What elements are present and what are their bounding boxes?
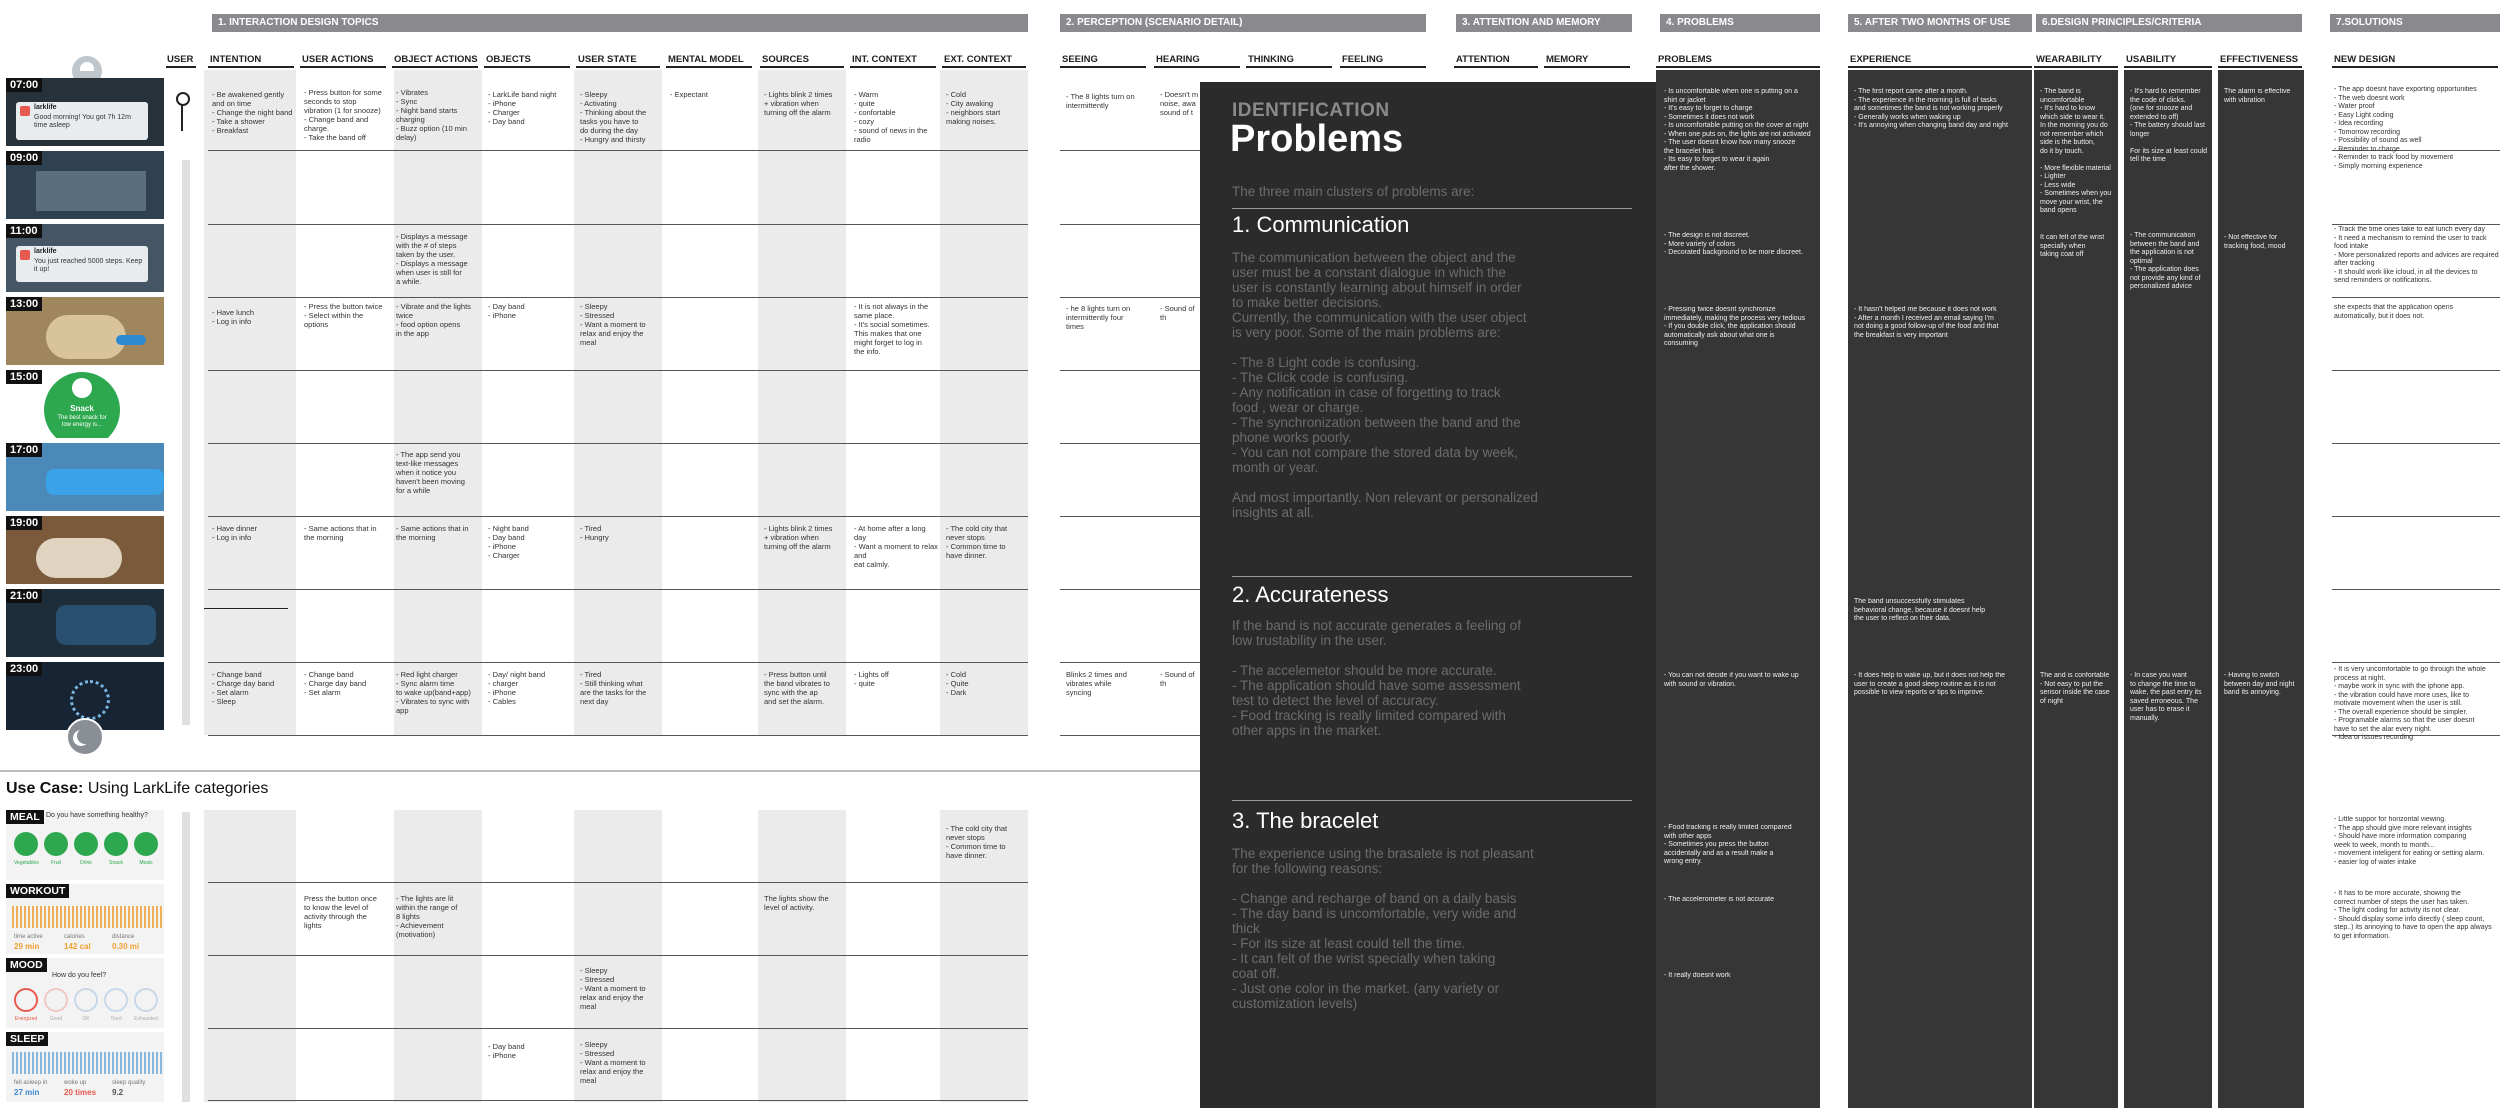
cell-ext-context-0700: - Cold - City awaking - neighbors start making noises. — [946, 90, 1001, 126]
cell-sources-2300: - Press button until the band vibrates to sync with the ap and set the alarm. — [764, 670, 830, 706]
stat-label: calories — [64, 934, 85, 940]
row-separator — [2332, 443, 2500, 444]
row-separator — [1060, 662, 1200, 663]
activity-bars — [12, 906, 162, 928]
time-row-2100 — [6, 589, 164, 657]
col-header-wearability: WEARABILITY — [2036, 54, 2102, 65]
cell-hearing-1300: - Sound of th — [1160, 304, 1195, 322]
col-underline — [2124, 66, 2212, 68]
cell-int-context-0700: - Warm - quite - confortable - cozy - sound of news in the radio — [854, 90, 928, 144]
col-header-ext-context: EXT. CONTEXT — [944, 54, 1013, 65]
row-separator — [208, 662, 1028, 663]
row-separator — [208, 224, 1028, 225]
col-underline — [1656, 66, 1820, 68]
usability-column-bg — [2124, 70, 2212, 1108]
fruit-icon[interactable] — [44, 832, 68, 856]
usecase-row-sleep — [6, 1032, 164, 1102]
new-design-1300: she expects that the application opens automatically, but it does not. — [2334, 304, 2454, 320]
problems-column-bg — [1656, 70, 1820, 1108]
column-shade-intention — [204, 70, 296, 735]
notification-app-name: larklife — [34, 248, 57, 255]
col-underline — [942, 66, 1026, 68]
usecase-divider — [0, 770, 1200, 772]
mood-question: How do you feel? — [52, 972, 107, 979]
row-separator — [1060, 297, 1200, 298]
usecase-title — [6, 780, 268, 798]
overlay-text-accurateness: If the band is not accurate generates a feeling of low trustability in the user. - The accelemetor should be more accurate. - The application should have some assessment test to detect the level of accuracy. - Food tracking is really limited compared with other apps in the market. — [1232, 618, 1521, 738]
usecase-label-sleep: SLEEP — [6, 1032, 48, 1046]
overlay-heading-accurateness: 2. Accurateness — [1232, 582, 1389, 607]
new-design-1100: - Track the time ones take to eat lunch every day - It need a mechanism to remind the user to track food intake - More personalized reports and advices are required after tracking - It should work like icloud, in all the devices to send reminders or notifications. — [2334, 226, 2499, 284]
new-design-0700: - The app doesnt have exporting opportunities - The web doesnt work - Water proof - Easy Light coding - Idea recording - Tomorrow recording - Possibility of sound as well - Reminder to charge - Reminder to track food by movement - Simply morning experience — [2334, 86, 2477, 170]
tired-icon[interactable] — [104, 988, 128, 1012]
col-header-hearing: HEARING — [1156, 54, 1200, 65]
usability-1100: - The communication between the band and the application is not optimal - The application does not provide any kind of personalized advice — [2130, 232, 2201, 290]
col-header-sources: SOURCES — [762, 54, 809, 65]
uc-ext-context-meal: - The cold city that never stops - Common time to have dinner. — [946, 824, 1008, 860]
col-header-experience: EXPERIENCE — [1850, 54, 1912, 65]
energized-icon[interactable] — [14, 988, 38, 1012]
cell-intention-1300: - Have lunch - Log in info — [212, 308, 255, 326]
cell-user-actions-1900: - Same actions that in the morning — [304, 524, 377, 542]
uc-objects-sleep: - Day band - iPhone — [488, 1042, 525, 1060]
col-header-attention: ATTENTION — [1456, 54, 1510, 65]
new-design-meal: - Little suppor for horizontal viewing. - The app should give more relevant insights - Should have more information comparing week to week, month to month... - movement inteligent for eating or setting alarm. - easier log of water intake — [2334, 816, 2485, 866]
wearability-0700: - The band is uncomfortable - It's hard to know which side to wear it. In the morning you do not remember which side is the button, do it by touch. - More flexible material - Lighter - Less wide - Sometimes when you move your wrist, the band opens — [2040, 88, 2112, 214]
col-header-seeing: SEEING — [1062, 54, 1098, 65]
usecase-row-workout — [6, 884, 164, 954]
row-separator — [208, 443, 1028, 444]
overlay-intro: The three main clusters of problems are: — [1232, 184, 1475, 199]
meal-photo — [46, 315, 126, 359]
cell-object-actions-2300: - Red light charger - Sync alarm time to wake up(band+app) - Vibrates to sync with app — [396, 670, 471, 715]
cell-objects-1300: - Day band - iPhone — [488, 302, 525, 320]
mood-option-label: Good — [49, 1016, 63, 1022]
stat-value: 0.30 mi — [112, 942, 140, 951]
col-underline — [576, 66, 660, 68]
row-separator — [208, 735, 1028, 736]
usecase-row-meal — [6, 810, 164, 880]
cell-user-actions-0700: - Press button for some seconds to stop vibration (1 for snooze) - Change band and charge. - Take the band off — [304, 88, 382, 142]
col-underline — [2034, 66, 2118, 68]
mood-option-label: Tired — [110, 1016, 122, 1022]
experience-2100: The band unsuccessfully stimulates behavioral change, because it doesnt help the user to reflect on their data. — [1854, 598, 1986, 622]
time-row-1700 — [6, 443, 164, 511]
col-underline — [1848, 66, 2032, 68]
col-underline — [300, 66, 386, 68]
cell-mental-model-0700: - Expectant — [670, 90, 708, 99]
column-shade-sources — [758, 70, 846, 735]
user-timeline-track — [182, 160, 190, 725]
meal-option-label: Meals — [139, 860, 153, 866]
time-label: 09:00 — [6, 151, 42, 165]
exhausted-icon[interactable] — [134, 988, 158, 1012]
cell-int-context-1300: - It is not always in the same place. - It's social sometimes. This makes that one might forget to log in the info. — [854, 302, 930, 356]
col-header-problems: PROBLEMS — [1658, 54, 1712, 65]
wearability-1100: It can felt of the wrist specially when taking coat off — [2040, 234, 2105, 258]
usability-2300: - In case you want to change the time to wake, the past entry its saved erroneous. The user has to erase it manually. — [2130, 672, 2202, 722]
row-separator — [208, 370, 1028, 371]
vegetables-icon[interactable] — [14, 832, 38, 856]
problems-2300: - You can not decide if you want to wake up with sound or vibration. — [1664, 672, 1799, 688]
overlay-text-communication: The communication between the object and the user must be a constant dialogue in which the user is constantly learning about himself in order to make better decisions. Currently, the communication with the user object is very poor. Some of the main problems are: - The 8 Light code is confusing. - The Click code is confusing. - Any notification in case of forgetting to track food , wear or charge. - The synchronization between the band and the phone works poorly. - You can not compare the stored data by week, month or year. And most importantly. Non relevant or personalized insights at all. — [1232, 250, 1538, 520]
snack-title: Snack — [70, 404, 94, 413]
column-shade-user-state — [574, 70, 662, 735]
cell-objects-2300: - Day/ night band - charger - iPhone - Cables — [488, 670, 546, 706]
section-bar-attention-memory: 3. ATTENTION AND MEMORY — [1456, 14, 1632, 32]
time-label: 17:00 — [6, 443, 42, 457]
time-row-1900 — [6, 516, 164, 584]
snack-notification — [44, 372, 120, 438]
overlay-divider — [1232, 208, 1632, 209]
cell-ext-context-1900: - The cold city that never stops - Common time to have dinner. — [946, 524, 1008, 560]
cell-sources-1900: - Lights blink 2 times + vibration when turning off the alarm — [764, 524, 833, 551]
uc-sources-workout: The lights show the level of activity. — [764, 894, 829, 912]
uc-user-state-sleep: - Sleepy - Stressed - Want a moment to relax and enjoy the meal — [580, 1040, 646, 1085]
col-underline — [2332, 66, 2498, 68]
dinner-photo — [36, 538, 122, 578]
notification-app-name: larklife — [34, 104, 57, 111]
meals-icon[interactable] — [134, 832, 158, 856]
cell-sources-0700: - Lights blink 2 times + vibration when turning off the alarm — [764, 90, 833, 117]
notification-card — [16, 102, 148, 140]
cell-seeing-2300: Blinks 2 times and vibrates while syncing — [1066, 670, 1127, 697]
cell-intention-0700: - Be awakened gently and on time - Change the night band - Take a shower - Breakfast — [212, 90, 293, 135]
column-shade-object-actions — [394, 70, 482, 735]
col-underline — [1544, 66, 1630, 68]
wearability-2300: The and is confortable - Not easy to put the sensor inside the case of night — [2040, 672, 2110, 705]
stat-value: 29 min — [14, 942, 40, 951]
stat-label: distance — [112, 934, 135, 940]
column-shade-sources-uc — [758, 810, 846, 1102]
col-underline — [1154, 66, 1240, 68]
col-underline — [666, 66, 752, 68]
row-separator — [2332, 370, 2500, 371]
cell-user-state-1900: - Tired - Hungry — [580, 524, 609, 542]
col-underline — [2218, 66, 2302, 68]
col-underline — [1340, 66, 1426, 68]
moon-icon — [66, 718, 104, 756]
col-header-usability: USABILITY — [2126, 54, 2177, 65]
good-icon[interactable] — [44, 988, 68, 1012]
short-divider — [204, 608, 288, 609]
cell-int-context-2300: - Lights off - quite — [854, 670, 889, 688]
time-label: 11:00 — [6, 224, 42, 238]
col-header-object-actions: OBJECT ACTIONS — [394, 54, 478, 65]
overlay-kicker: IDENTIFICATION — [1232, 100, 1390, 121]
col-header-intention: INTENTION — [210, 54, 262, 65]
overlay-heading-communication: 1. Communication — [1232, 212, 1410, 237]
overlay-heading-bracelet: 3. The bracelet — [1232, 808, 1379, 833]
cell-object-actions-1100: - Displays a message with the # of steps taken by the user. - Displays a message when user is still for a while. — [396, 232, 468, 286]
meal-option-label: Fruit — [51, 860, 61, 866]
col-header-int-context: INT. CONTEXT — [852, 54, 917, 65]
cell-user-state-2300: - Tired - Still thinking what are the tasks for the next day — [580, 670, 647, 706]
col-underline — [1060, 66, 1146, 68]
row-separator — [208, 882, 1028, 883]
col-header-objects: OBJECTS — [486, 54, 531, 65]
col-underline — [850, 66, 936, 68]
usecase-title-rest: Using LarkLife categories — [83, 780, 269, 797]
charger-photo — [70, 680, 110, 720]
row-separator — [208, 516, 1028, 517]
sleep-bars — [12, 1052, 162, 1074]
stat-label: sleep quality — [112, 1080, 146, 1086]
overlay-text-bracelet: The experience using the brasalete is not pleasant for the following reasons: - Change and recharge of band on a daily basis - The day band is uncomfortable, very wide and thick - For its size at least could tell the time. - It can felt of the wrist specially when taking coat off. - Just one color in the market. (any variety or customization levels) — [1232, 846, 1534, 1011]
time-label: 15:00 — [6, 370, 42, 384]
cell-object-actions-1900: - Same actions that in the morning — [396, 524, 469, 542]
band-photo — [116, 335, 146, 345]
row-separator — [1060, 735, 1200, 736]
usecase-timeline-track — [182, 812, 190, 1102]
time-row-1300 — [6, 297, 164, 365]
cell-objects-0700: - LarkLife band night - iPhone - Charger - Day band — [488, 90, 557, 126]
cell-int-context-1900: - At home after a long day - Want a moment to relax and eat calmly. — [854, 524, 938, 569]
row-separator — [2332, 224, 2500, 225]
row-separator — [1060, 589, 1200, 590]
overlay-divider — [1232, 576, 1632, 577]
problems-1100: - The design is not discreet. - More variety of colors - Decorated background to be more discreet. — [1664, 232, 1803, 256]
effectiveness-0700: The alarm is effective with vibration — [2224, 88, 2291, 104]
cell-intention-2300: - Change band - Charge day band - Set alarm - Sleep — [212, 670, 275, 706]
usecase-title-bold: Use Case: — [6, 780, 84, 797]
meal-option-label: Snack — [109, 860, 123, 866]
uc-object-actions-workout: - The lights are lit within the range of 8 lights - Achievement (motivation) — [396, 894, 458, 939]
band-photo — [46, 469, 164, 495]
row-separator — [1060, 150, 1200, 151]
drink-icon[interactable] — [74, 832, 98, 856]
uc-user-actions-workout: Press the button once to know the level of activity through the lights — [304, 894, 377, 930]
new-design-workout: - It has to be more accurate, showing the correct number of steps the user has taken. - The light coding for activity its not clear. - Should display some info directly ( sleep count, step..) its annoying to have to open the app always to get information. — [2334, 890, 2492, 940]
col-header-effectiveness: EFFECTIVENESS — [2220, 54, 2299, 65]
row-separator — [2332, 662, 2500, 663]
cell-ext-context-2300: - Cold - Quite - Dark — [946, 670, 969, 697]
section-bar-solutions: 7.SOLUTIONS — [2330, 14, 2500, 32]
cell-object-actions-1700: - The app send you text-like messages when it notice you haven't been moving for a while — [396, 450, 465, 495]
cell-hearing-2300: - Sound of th — [1160, 670, 1195, 688]
col-underline — [1454, 66, 1538, 68]
experience-0700: - The first report came after a month. - The experience in the morning is full of tasks and sometimes the band is not working properly - Generally works when waking up - It's annoying when changing band day and night — [1854, 88, 2008, 129]
row-separator — [208, 150, 1028, 151]
problems-meal: - Food tracking is really limited compared with other apps - Sometimes you press the button accidentally and as a result make a wrong entry. — [1664, 824, 1792, 865]
app-icon — [20, 250, 30, 260]
user-icon — [176, 92, 190, 106]
stat-label: fell asleep in — [14, 1080, 48, 1086]
cell-object-actions-0700: - Vibrates - Sync - Night band starts charging - Buzz option (10 min delay) — [396, 88, 467, 142]
meal-question: Do you have something healthy? — [46, 812, 148, 819]
cell-object-actions-1300: - Vibrate and the lights twice - food option opens in the app — [396, 302, 471, 338]
col-header-new-design: NEW DESIGN — [2334, 54, 2396, 65]
usecase-label-meal: MEAL — [6, 810, 44, 824]
experience-2300: - It does help to wake up, but it does not help the user to create a good sleep routine as it is not possible to view reports or tips to improve. — [1854, 672, 2005, 696]
effectiveness-1100: - Not effective for tracking food, mood — [2224, 234, 2286, 250]
col-header-user-state: USER STATE — [578, 54, 637, 65]
stat-value: 20 times — [64, 1088, 97, 1097]
meal-option-label: Vegetables — [14, 860, 39, 866]
problems-0700: - Is uncomfortable when one is putting on a shirt or jacket - It's easy to forget to charge - Sometimes it does not work - Is uncomfortable putting on the cover at night - When one puts on, the lights are not activated - The user doesnt know how many snooze the bracelet has - Its easy to forget to wear it again after the shower. — [1664, 88, 1811, 172]
row-separator — [1060, 224, 1200, 225]
time-label: 23:00 — [6, 662, 42, 676]
time-row-0900 — [6, 151, 164, 219]
cell-hearing-0700: - Doesn't m noise, awa sound of t — [1160, 90, 1199, 117]
cell-user-state-1300: - Sleepy - Stressed - Want a moment to relax and enjoy the meal — [580, 302, 646, 347]
meal-option-label: Drink — [80, 860, 92, 866]
col-header-memory: MEMORY — [1546, 54, 1589, 65]
stat-value: 142 cal — [64, 942, 91, 951]
time-label: 13:00 — [6, 297, 42, 311]
ok-icon[interactable] — [74, 988, 98, 1012]
column-shade-object-actions-uc — [394, 810, 482, 1102]
row-separator — [2332, 516, 2500, 517]
col-header-user: USER — [167, 54, 194, 65]
col-underline — [484, 66, 570, 68]
section-bar-design-principles: 6.DESIGN PRINCIPLES/CRITERIA — [2036, 14, 2302, 32]
row-separator — [208, 955, 1028, 956]
laptop-photo — [36, 171, 146, 211]
usecase-row-mood — [6, 958, 164, 1028]
usecase-label-mood: MOOD — [6, 958, 47, 972]
stat-value: 27 min — [14, 1088, 40, 1097]
row-separator — [208, 589, 1028, 590]
column-shade-intention-uc — [204, 810, 296, 1102]
time-row-1500 — [6, 370, 164, 438]
notification-card — [16, 246, 148, 282]
time-label: 07:00 — [6, 78, 42, 92]
section-bar-interaction-design: 1. INTERACTION DESIGN TOPICS — [212, 14, 1028, 32]
col-underline — [208, 66, 294, 68]
mood-option-label: Energized — [14, 1016, 38, 1022]
effectiveness-column-bg — [2218, 70, 2304, 1108]
col-header-mental-model: MENTAL MODEL — [668, 54, 744, 65]
user-icon-body — [181, 105, 183, 131]
mood-option-label: Exhausted — [134, 1016, 158, 1022]
usability-0700: - It's hard to remember the code of clicks. (one for snooze and extended to off) - The battery should last longer For its size at least could tell the time — [2130, 88, 2208, 163]
stat-label: time active — [14, 934, 43, 940]
uc-user-state-mood: - Sleepy - Stressed - Want a moment to relax and enjoy the meal — [580, 966, 646, 1011]
problems-1300: - Pressing twice doesnt synchronize immediately, making the process very tedious - If you double click, the application should automatically ask about what one is consuming — [1664, 306, 1806, 347]
row-separator — [2332, 297, 2500, 298]
col-underline — [760, 66, 844, 68]
new-design-2300: - It is very uncomfortable to go through the whole process at night. - maybe work in sync with the iphone app. - the vibration could have more uses, like to motivate movement when the user is still. - The overall experience should be simpler. - Programable alarms so that the user doesnt have to set the alar every night. - Idea or issues recording — [2334, 666, 2486, 741]
column-shade-ext-context — [940, 70, 1028, 735]
time-label: 19:00 — [6, 516, 42, 530]
snack-icon[interactable] — [104, 832, 128, 856]
experience-column-bg — [1848, 70, 2032, 1108]
cell-user-actions-2300: - Change band - Charge day band - Set alarm — [304, 670, 367, 697]
row-separator — [1060, 516, 1200, 517]
col-header-feeling: FEELING — [1342, 54, 1384, 65]
app-icon — [20, 106, 30, 116]
time-row-0700 — [6, 78, 164, 146]
cell-seeing-0700: - The 8 lights turn on intermittently — [1066, 92, 1135, 110]
snack-message: The best snack for low energy is... — [57, 415, 107, 428]
section-bar-problems: 4. PROBLEMS — [1660, 14, 1820, 32]
row-separator — [1060, 443, 1200, 444]
notification-message: You just reached 5000 steps. Keep it up! — [34, 258, 143, 273]
usecase-label-workout: WORKOUT — [6, 884, 69, 898]
row-separator — [208, 297, 1028, 298]
row-separator — [1060, 370, 1200, 371]
stat-value: 9.2 — [112, 1088, 124, 1097]
col-underline — [392, 66, 478, 68]
time-row-1100 — [6, 224, 164, 292]
cell-user-actions-1300: - Press the button twice - Select within the options — [304, 302, 383, 329]
stat-label: woke up — [64, 1080, 87, 1086]
time-label: 21:00 — [6, 589, 42, 603]
experience-1300: - It hasn't helped me because it does not work - After a month I received an email saying I'm not doing a good follow-up of the food and that the breakfast is very important — [1854, 306, 1999, 339]
problems-workout: - The accelerometer is not accurate — [1664, 896, 1774, 903]
cell-user-state-0700: - Sleepy - Activating - Thinking about the tasks you have to do during the day - Hungry and thirsty — [580, 90, 647, 144]
col-underline — [1246, 66, 1332, 68]
cell-objects-1900: - Night band - Day band - iPhone - Charger — [488, 524, 529, 560]
wearability-column-bg — [2034, 70, 2118, 1108]
section-bar-perception: 2. PERCEPTION (SCENARIO DETAIL) — [1060, 14, 1426, 32]
col-header-thinking: THINKING — [1248, 54, 1294, 65]
cell-intention-1900: - Have dinner - Log in info — [212, 524, 258, 542]
effectiveness-2300: - Having to switch between day and night band its annoying. — [2224, 672, 2295, 696]
row-separator — [208, 1100, 1028, 1101]
overlay-title: Problems — [1230, 118, 1404, 160]
overlay-divider — [1232, 800, 1632, 801]
section-bar-after-two-months: 5. AFTER TWO MONTHS OF USE — [1848, 14, 2032, 32]
notification-message: Good morning! You got 7h 12m time asleep — [34, 114, 131, 129]
col-underline — [166, 66, 196, 68]
row-separator — [208, 1028, 1028, 1029]
row-separator — [2332, 589, 2500, 590]
cell-seeing-1300: - he 8 lights turn on intermittently four times — [1066, 304, 1131, 331]
mood-option-label: OK — [82, 1016, 90, 1022]
band-photo — [56, 605, 156, 645]
col-header-user-actions: USER ACTIONS — [302, 54, 374, 65]
apple-icon — [72, 378, 92, 398]
problems-mood: - It really doesnt work — [1664, 972, 1731, 979]
